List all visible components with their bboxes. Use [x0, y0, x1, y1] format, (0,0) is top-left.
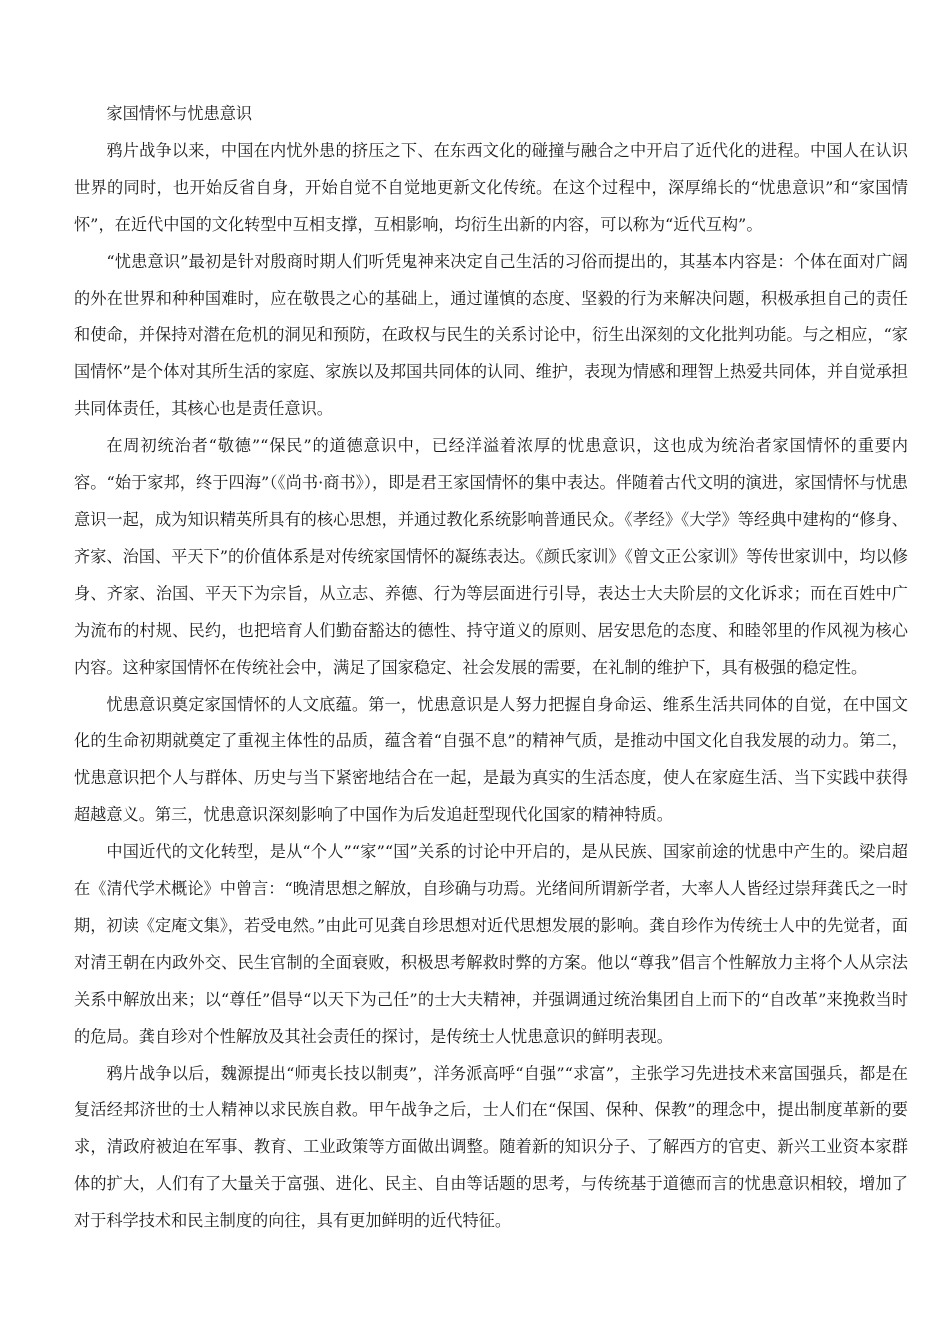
paragraph-6: 鸦片战争以后，魏源提出“师夷长技以制夷”，洋务派高呼“自强”“求富”，主张学习先进技术来富国强兵，都是在复活经邦济世的士人精神以求民族自救。甲午战争之后，士人们在“保国、保种、保教”的理念中，提出制度革新的要求，清政府被迫在军事、教育、工业政策等方面做出调整。随着新的知识分子、了解西方的官吏、新兴工业资本家群体的扩大，人们有了大量关于富强、进化、民主、自由等话题的思考，与传统基于道德而言的忧患意识相较，增加了对于科学技术和民主制度的向往，具有更加鲜明的近代特征。 — [74, 1063, 908, 1231]
paragraph-2: “忧患意识”最初是针对殷商时期人们听凭鬼神来决定自己生活的习俗而提出的，其基本内容是：个体在面对广阔的外在世界和种种国难时，应在敬畏之心的基础上，通过谨慎的态度、坚毅的行为来解决问题，积极承担自己的责任和使命，并保持对潜在危机的洞见和预防，在政权与民生的关系讨论中，衍生出深刻的文化批判功能。与之相应，“家国情怀”是个体对其所生活的家庭、家族以及邦国共同体的认同、维护，表现为情感和理智上热爱共同体，并自觉承担共同体责任，其核心也是责任意识。 — [74, 251, 908, 419]
paragraph-5: 中国近代的文化转型，是从“个人”“家”“国”关系的讨论中开启的，是从民族、国家前途的忧患中产生的。梁启超在《清代学术概论》中曾言：“晚清思想之解放，自珍确与功焉。光绪间所谓新学者，大率人人皆经过崇拜龚氏之一时期，初读《定庵文集》，若受电然。”由此可见龚自珍思想对近代思想发展的影响。龚自珍作为传统士人中的先觉者，面对清王朝在内政外交、民生官制的全面衰败，积极思考解救时弊的方案。他以“尊我”倡言个性解放力主将个人从宗法关系中解放出来；以“尊任”倡导“以天下为己任”的士大夫精神，并强调通过统治集团自上而下的“自改革”来挽救当时的危局。龚自珍对个性解放及其社会责任的探讨，是传统士人忧患意识的鲜明表现。 — [74, 842, 908, 1046]
paragraph-4: 忧患意识奠定家国情怀的人文底蕴。第一，忧患意识是人努力把握自身命运、维系生活共同体的自觉，在中国文化的生命初期就奠定了重视主体性的品质，蕴含着“自强不息”的精神气质，是推动中国文化自我发展的动力。第二，忧患意识把个人与群体、历史与当下紧密地结合在一起，是最为真实的生活态度，使人在家庭生活、当下实践中获得超越意义。第三，忧患意识深刻影响了中国作为后发追赶型现代化国家的精神特质。 — [74, 694, 908, 825]
document-page — [74, 96, 908, 1240]
paragraph-3: 在周初统治者“敬德”“保民”的道德意识中，已经洋溢着浓厚的忧患意识，这也成为统治者家国情怀的重要内容。“始于家邦，终于四海”（《尚书·商书》），即是君王家国情怀的集中表达。伴随着古代文明的演进，家国情怀与忧患意识一起，成为知识精英所具有的核心思想，并通过教化系统影响普通民众。《孝经》《大学》等经典中建构的“修身、齐家、治国、平天下”的价值体系是对传统家国情怀的凝练表达。《颜氏家训》《曾文正公家训》等传世家训中，均以修身、齐家、治国、平天下为宗旨，从立志、养德、行为等层面进行引导，表达士大夫阶层的文化诉求；而在百姓中广为流布的村规、民约，也把培育人们勤奋豁达的德性、持守道义的原则、居安思危的态度、和睦邻里的作风视为核心内容。这种家国情怀在传统社会中，满足了国家稳定、社会发展的需要，在礼制的维护下，具有极强的稳定性。 — [74, 436, 908, 677]
article-title: 家国情怀与忧患意识 — [106, 104, 253, 123]
paragraph-1: 鸦片战争以来，中国在内忧外患的挤压之下、在东西文化的碰撞与融合之中开启了近代化的进程。中国人在认识世界的同时，也开始反省自身，开始自觉不自觉地更新文化传统。在这个过程中，深厚绵长的“忧患意识”和“家国情怀”，在近代中国的文化转型中互相支撑，互相影响，均衍生出新的内容，可以称为“近代互构”。 — [74, 140, 908, 234]
